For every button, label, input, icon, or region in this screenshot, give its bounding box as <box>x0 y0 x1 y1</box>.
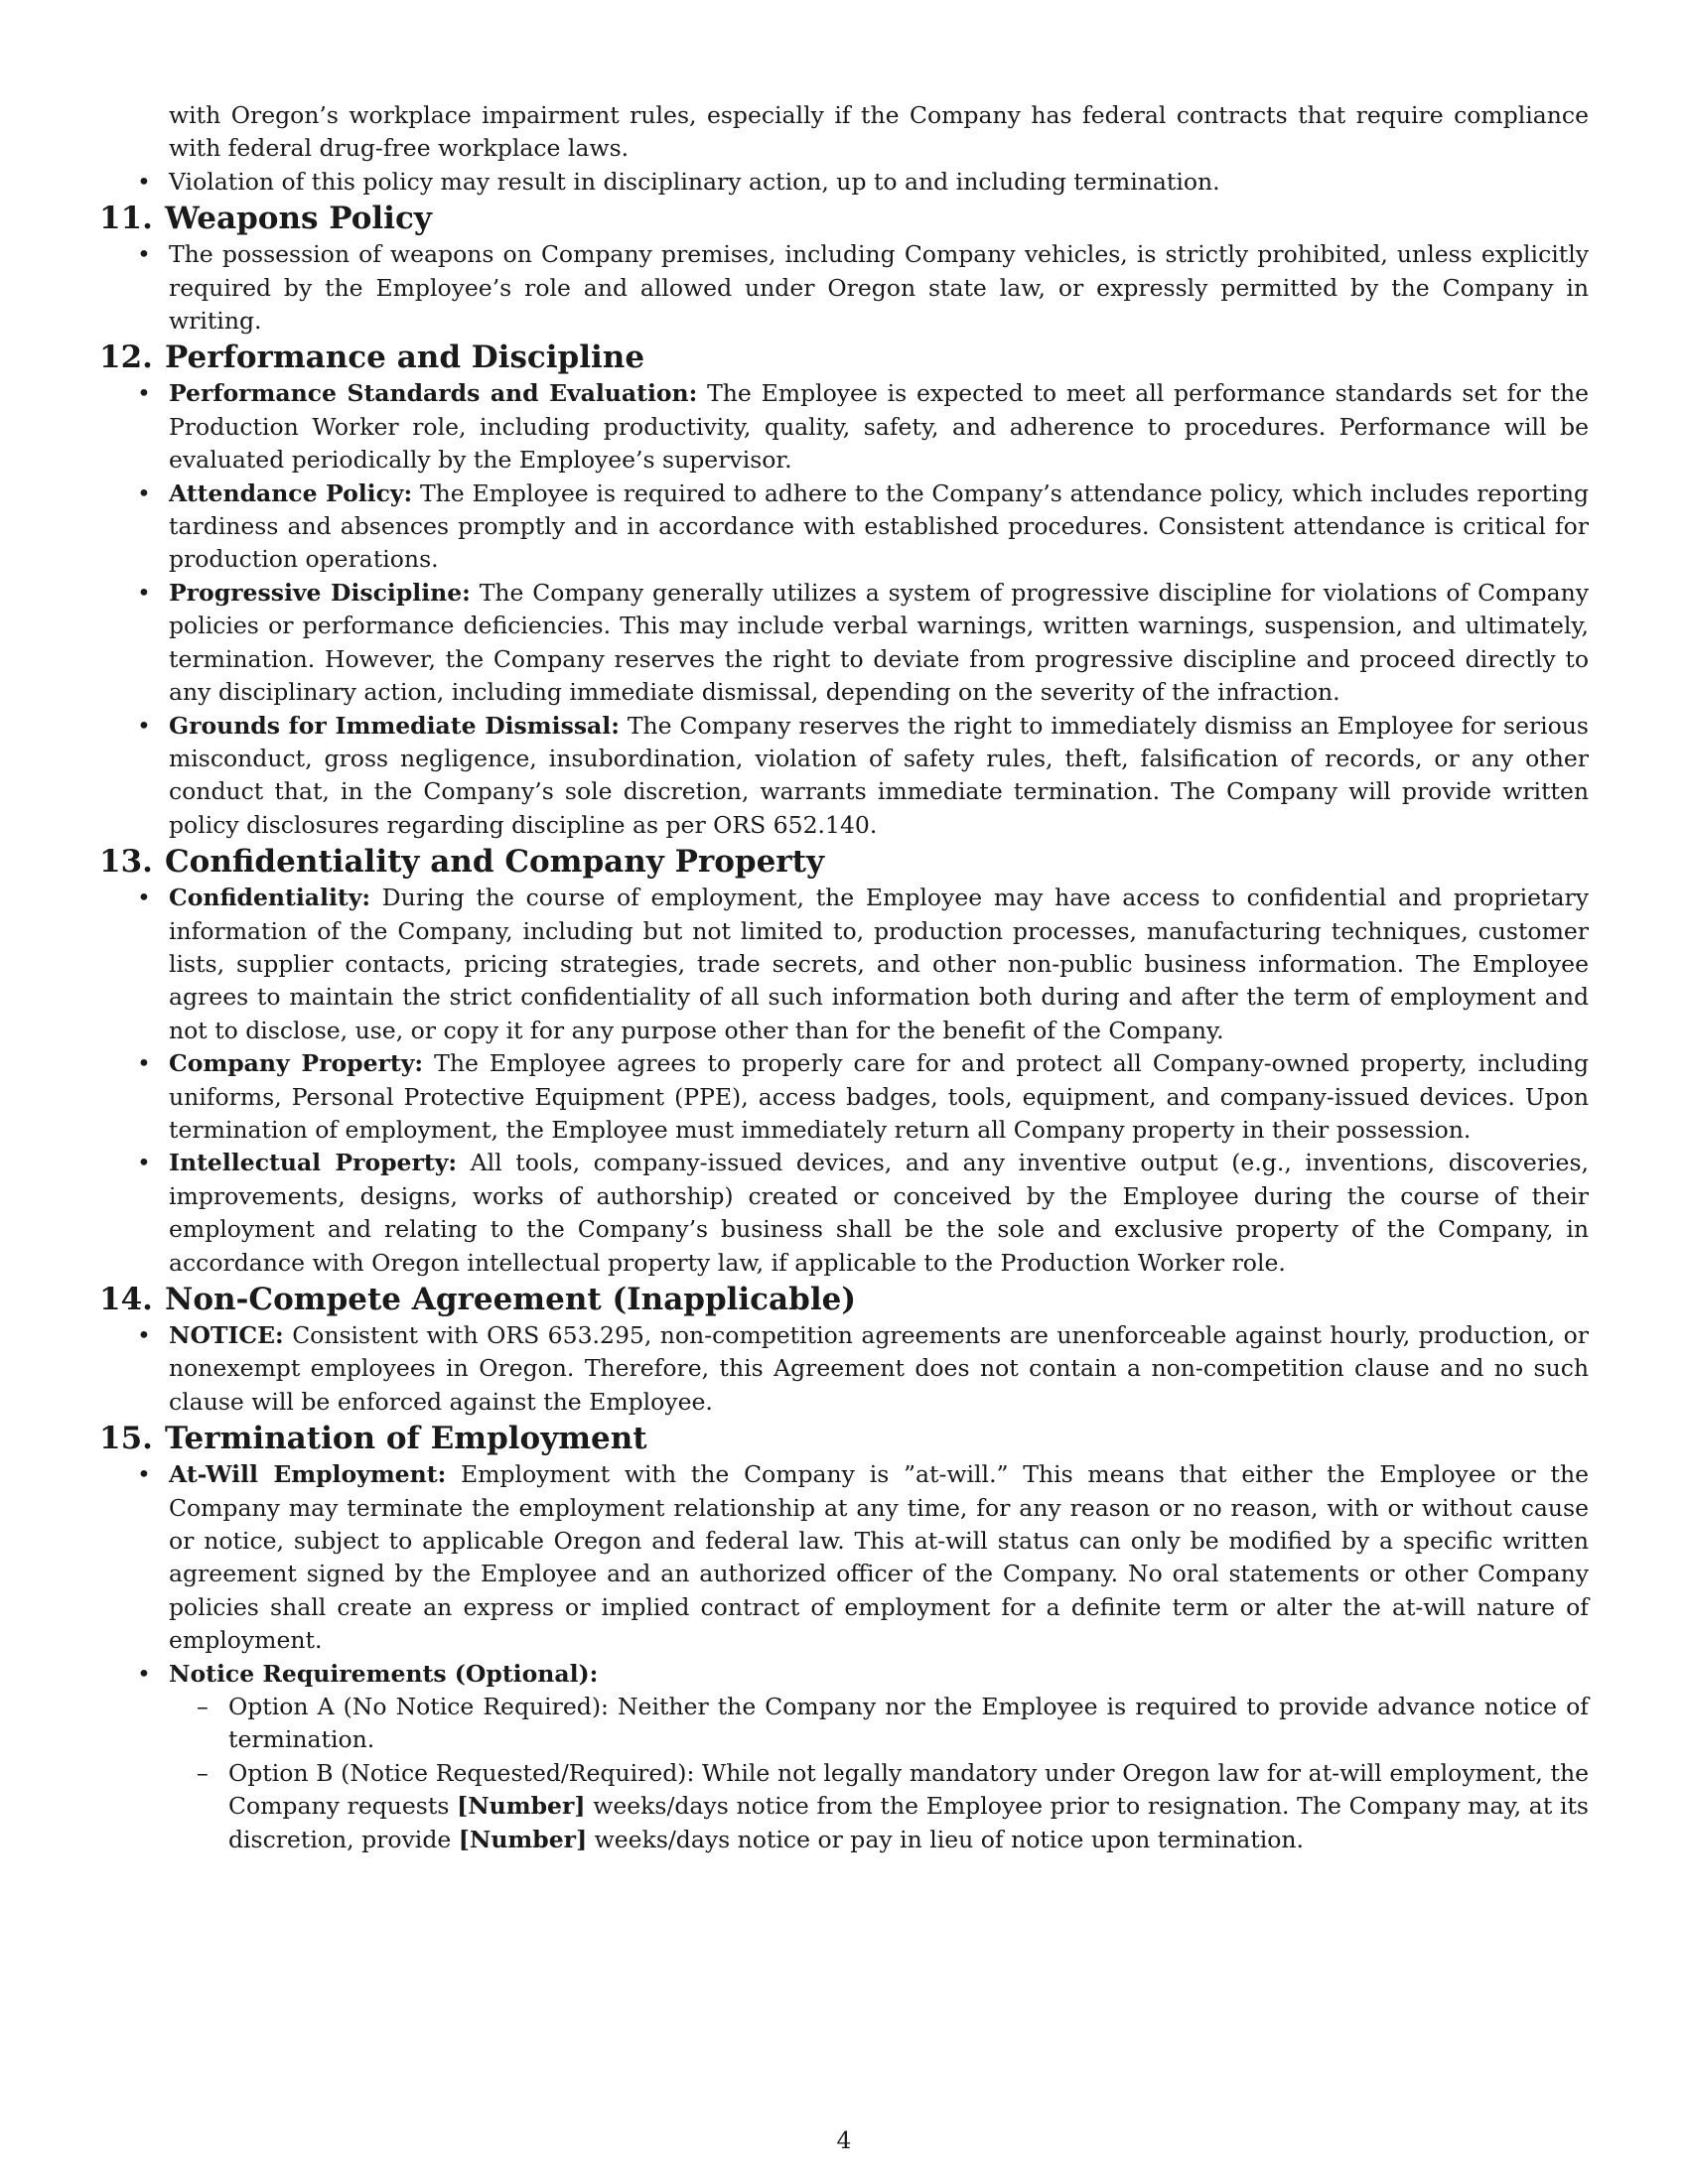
item-text: Option B (Notice Requested/Required): While not legally mandatory under Oregon law for at-will employment, the Company requests <box>228 1758 1589 1821</box>
section-heading-15 <box>99 1419 1589 1458</box>
item-text: The Company generally utilizes a system of progressive discipline for violations of Company policies or performance deficiencies. This may include verbal warnings, written warnings, suspension, and ultimately, termination. However, the Company reserves the right to deviate from progressive discipline and proceed directly to any disciplinary action, including immediate dismissal, depending on the severity of the infraction. <box>169 578 1590 707</box>
section-title: Confidentiality and Company Property <box>165 844 824 881</box>
list-item <box>99 377 1589 477</box>
section-12-list <box>99 377 1589 842</box>
list-item: • Violation of this policy may result in disciplinary action, up to and including termination. <box>99 166 1589 199</box>
page-number: 4 <box>836 2126 852 2154</box>
placeholder-number: [Number] <box>457 1792 586 1821</box>
item-text: During the course of employment, the Employee may have access to confidential and proprietary information of the Company, including but not limited to, production processes, manufacturing techniques, customer lists, supplier contacts, pricing strategies, trade secrets, and other non-public business information. The Employee agrees to maintain the strict confidentiality of all such information both during and after the term of employment and not to disclose, use, or copy it for any purpose other than for the benefit of the Company. <box>169 884 1589 1044</box>
section-number: 11. <box>99 201 153 237</box>
list-item <box>99 1047 1589 1147</box>
section-number: 15. <box>99 1421 153 1457</box>
notice-options-list <box>169 1691 1589 1856</box>
item-text: The Employee is expected to meet all performance standards set for the Production Worker role, including productivity, quality, safety, and adherence to procedures. Performance will be evaluated periodically by the Employee’s supervisor. <box>169 379 1589 475</box>
item-label: Confidentiality: <box>169 884 371 912</box>
item-text: All tools, company-issued devices, and any inventive output (e.g., inventions, discoveries, improvements, designs, works of authorship) created or conceived by the Employee during the course of their employment and relating to the Company’s business shall be the sole and exclusive property of the Company, in accordance with Oregon intellectual property law, if applicable to the Production Worker role. <box>169 1149 1589 1277</box>
section-heading-13 <box>99 842 1589 882</box>
item-label: Company Property: <box>169 1049 424 1078</box>
section-15-list <box>99 1458 1589 1856</box>
list-item <box>99 1319 1589 1419</box>
carryover-list <box>99 166 1589 199</box>
sub-list-item: – Option A (No Notice Required): Neither the Company nor the Employee is required to provide advance notice of termination. <box>169 1691 1589 1757</box>
sub-list-item <box>169 1757 1589 1856</box>
list-item <box>99 710 1589 843</box>
item-text: weeks/days notice or pay in lieu of notice upon termination. <box>587 1825 1305 1853</box>
item-label: Performance Standards and Evaluation: <box>169 379 698 408</box>
section-number: 13. <box>99 844 153 881</box>
section-heading-12 <box>99 338 1589 377</box>
section-title: Termination of Employment <box>165 1421 647 1457</box>
page-content <box>99 99 1589 1856</box>
item-label: Notice Requirements (Optional): <box>169 1659 599 1688</box>
section-heading-14 <box>99 1280 1589 1319</box>
section-14-list <box>99 1319 1589 1419</box>
item-text: Employment with the Company is ”at-will.” This means that either the Employee or the Company may terminate the employment relationship at any time, for any reason or no reason, with or without cause or notice, subject to applicable Oregon and federal law. This at-will status can only be modified by a specific written agreement signed by the Employee and an authorized officer of the Company. No oral statements or other Company policies shall create an express or implied contract of employment for a definite term or alter the at-will nature of employment. <box>169 1460 1589 1655</box>
item-text: The Employee is required to adhere to the Company’s attendance policy, which includes reporting tardiness and absences promptly and in accordance with established procedures. Consistent attendance is critical for production operations. <box>169 478 1590 574</box>
list-item <box>99 1147 1589 1280</box>
item-label: Attendance Policy: <box>169 478 413 507</box>
item-label: NOTICE: <box>169 1321 284 1349</box>
section-heading-11 <box>99 199 1589 238</box>
list-item: • The possession of weapons on Company premises, including Company vehicles, is strictly prohibited, unless explicitly required by the Employee’s role and allowed under Oregon state law, or expressly permitted by the Company in writing. <box>99 238 1589 338</box>
section-11-list <box>99 238 1589 338</box>
item-text: The Company reserves the right to immediately dismiss an Employee for serious misconduct, gross negligence, insubordination, violation of safety rules, theft, falsification of records, or any other conduct that, in the Company’s sole discretion, warrants immediate termination. The Company will provide written policy disclosures regarding discipline as per ORS 652.140. <box>169 711 1589 839</box>
carryover-paragraph: with Oregon’s workplace impairment rules, especially if the Company has federal contracts that require compliance with federal drug-free workplace laws. <box>169 101 1589 163</box>
item-label: Progressive Discipline: <box>169 578 471 607</box>
section-number: 14. <box>99 1282 153 1317</box>
list-item <box>99 1658 1589 1856</box>
list-item <box>99 478 1589 577</box>
list-item <box>99 577 1589 710</box>
placeholder-number: [Number] <box>458 1825 588 1853</box>
section-title: Weapons Policy <box>165 201 432 237</box>
item-text: Consistent with ORS 653.295, non-competition agreements are unenforceable against hourly, production, or nonexempt employees in Oregon. Therefore, this Agreement does not contain a non-competition clause and no such clause will be enforced against the Employee. <box>169 1321 1589 1416</box>
item-label: At-Will Employment: <box>169 1460 447 1489</box>
item-label: Grounds for Immediate Dismissal: <box>169 711 620 740</box>
item-text: weeks/days notice from the Employee prior to resignation. The Company may, at its discretion, provide <box>228 1792 1589 1853</box>
list-item <box>99 882 1589 1047</box>
section-title: Non-Compete Agreement (Inapplicable) <box>165 1282 856 1317</box>
section-number: 12. <box>99 340 153 376</box>
section-13-list <box>99 882 1589 1280</box>
item-label: Intellectual Property: <box>169 1149 458 1177</box>
item-text: The Employee agrees to properly care for and protect all Company-owned property, including uniforms, Personal Protective Equipment (PPE), access badges, tools, equipment, and company-issued devices. Upon termination of employment, the Employee must immediately return all Company property in their possession. <box>169 1049 1590 1144</box>
section-title: Performance and Discipline <box>165 340 645 376</box>
list-item <box>99 1458 1589 1657</box>
